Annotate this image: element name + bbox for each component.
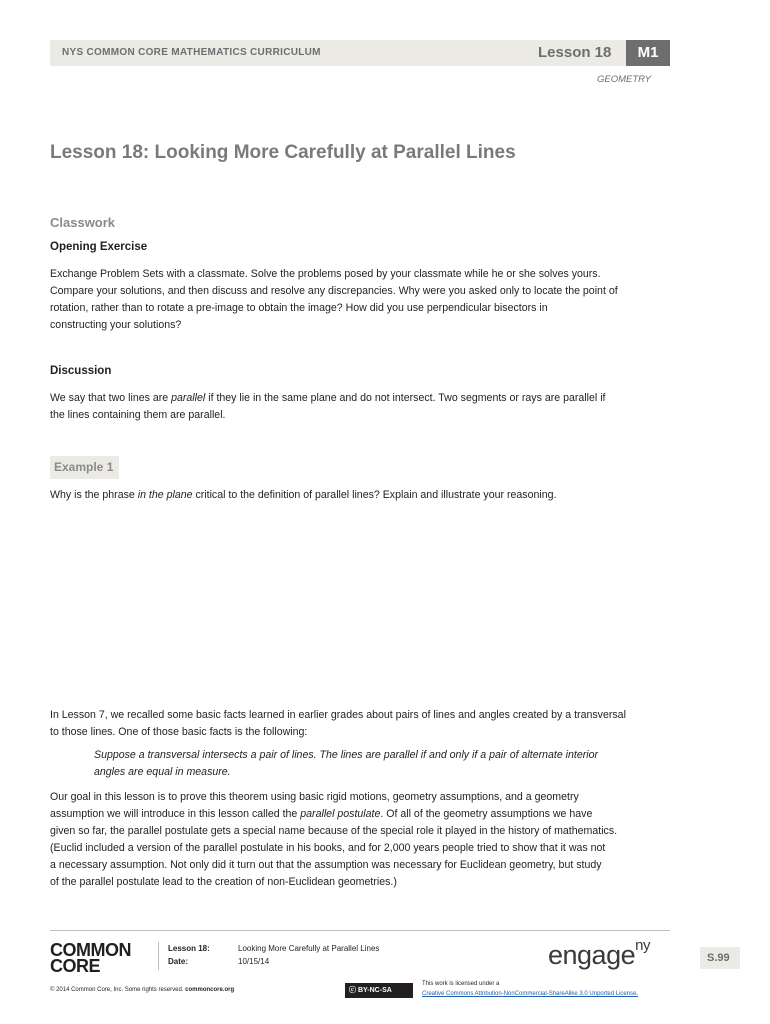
footer-date-key: Date: <box>168 957 189 966</box>
footer-divider <box>50 930 670 931</box>
text-line: Exchange Problem Sets with a classmate. Solve the problems posed by your classmate while he or she solves yours. <box>50 268 601 280</box>
term-parallel-postulate: parallel postulate <box>300 808 381 820</box>
ny-text: ny <box>635 937 650 954</box>
text-span: assumption we will introduce in this lesson called the <box>50 808 301 820</box>
footer-vertical-divider <box>158 942 159 970</box>
opening-exercise-heading: Opening Exercise <box>50 241 148 253</box>
text-line <box>50 806 672 823</box>
term-in-the-plane: in the plane <box>137 489 193 501</box>
engage-text: engage <box>548 940 636 970</box>
logo-line: CORE <box>50 956 101 976</box>
text-line: to those lines. One of those basic facts is the following: <box>50 726 308 738</box>
classwork-label: Classwork <box>50 215 116 230</box>
goal-text <box>50 789 672 891</box>
term-parallel: parallel <box>171 392 206 404</box>
license-link[interactable]: Creative Commons Attribution-NonCommercial-ShareAlike 3.0 Unported License. <box>422 991 639 997</box>
text-span: critical to the definition of parallel lines? Explain and illustrate your reasoning. <box>192 489 557 501</box>
common-core-logo <box>50 942 131 974</box>
text-line: Suppose a transversal intersects a pair of lines. The lines are parallel if and only if a pair of alternate interior <box>94 749 599 761</box>
discussion-text <box>50 390 672 424</box>
recall-text <box>50 707 672 741</box>
text-span: Why is the phrase <box>50 489 138 501</box>
creative-commons-badge: ⓒ BY-NC-SA <box>345 983 413 998</box>
logo-line: COMMON <box>50 940 131 960</box>
engageny-logo <box>548 937 650 971</box>
copyright-span: © 2014 Common Core, Inc. Some rights reserved. <box>50 987 186 993</box>
text-line: of the parallel postulate lead to the creation of non-Euclidean geometries.) <box>50 876 397 888</box>
copyright-text <box>50 987 234 993</box>
text-line: angles are equal in measure. <box>94 766 231 778</box>
curriculum-label: NYS COMMON CORE MATHEMATICS CURRICULUM <box>62 47 321 58</box>
discussion-heading: Discussion <box>50 365 112 377</box>
module-badge: M1 <box>626 40 670 66</box>
text-line: given so far, the parallel postulate gets a special name because of the special role it played in the history of mathematics. <box>50 825 618 837</box>
text-line: the lines containing them are parallel. <box>50 409 226 421</box>
cc-badge-text: BY-NC-SA <box>357 987 392 994</box>
text-line: a necessary assumption. Not only did it turn out that the assumption was necessary for Euclidean geometry, but study <box>50 859 602 871</box>
text-span: . Of all of the geometry assumptions we have <box>380 808 593 820</box>
copyright-site: commoncore.org <box>185 987 235 993</box>
text-line: (Euclid included a version of the parallel postulate in his books, and for 2,000 years people tried to show that it was not <box>50 842 606 854</box>
text-line: constructing your solutions? <box>50 319 182 331</box>
text-line: Compare your solutions, and then discuss and resolve any discrepancies. Why were you asked only to locate the point of <box>50 285 618 297</box>
subject-label: GEOMETRY <box>597 74 652 85</box>
example-question <box>50 487 672 504</box>
license-text: This work is licensed under a <box>422 981 500 987</box>
text-line: In Lesson 7, we recalled some basic facts learned in earlier grades about pairs of lines and angles created by a transversal <box>50 709 626 721</box>
text-span: We say that two lines are <box>50 392 172 404</box>
text-span: if they lie in the same plane and do not intersect. Two segments or rays are parallel if <box>205 392 606 404</box>
header-lesson: Lesson 18 <box>538 44 612 61</box>
theorem-quote <box>94 747 664 781</box>
footer-lesson-key: Lesson 18: <box>168 944 210 953</box>
page-number: S.99 <box>707 952 730 964</box>
footer-date-value: 10/15/14 <box>238 957 270 966</box>
opening-exercise-text <box>50 266 672 334</box>
text-line: rotation, rather than to rotate a pre-image to obtain the image? How did you use perpendicular bisectors in <box>50 302 548 314</box>
text-line <box>50 390 672 407</box>
footer-lesson-value: Looking More Carefully at Parallel Lines <box>238 944 380 953</box>
example-label: Example 1 <box>54 460 114 474</box>
page-title: Lesson 18: Looking More Carefully at Parallel Lines <box>50 142 516 163</box>
text-line: Our goal in this lesson is to prove this theorem using basic rigid motions, geometry assumptions, and a geometry <box>50 791 579 803</box>
